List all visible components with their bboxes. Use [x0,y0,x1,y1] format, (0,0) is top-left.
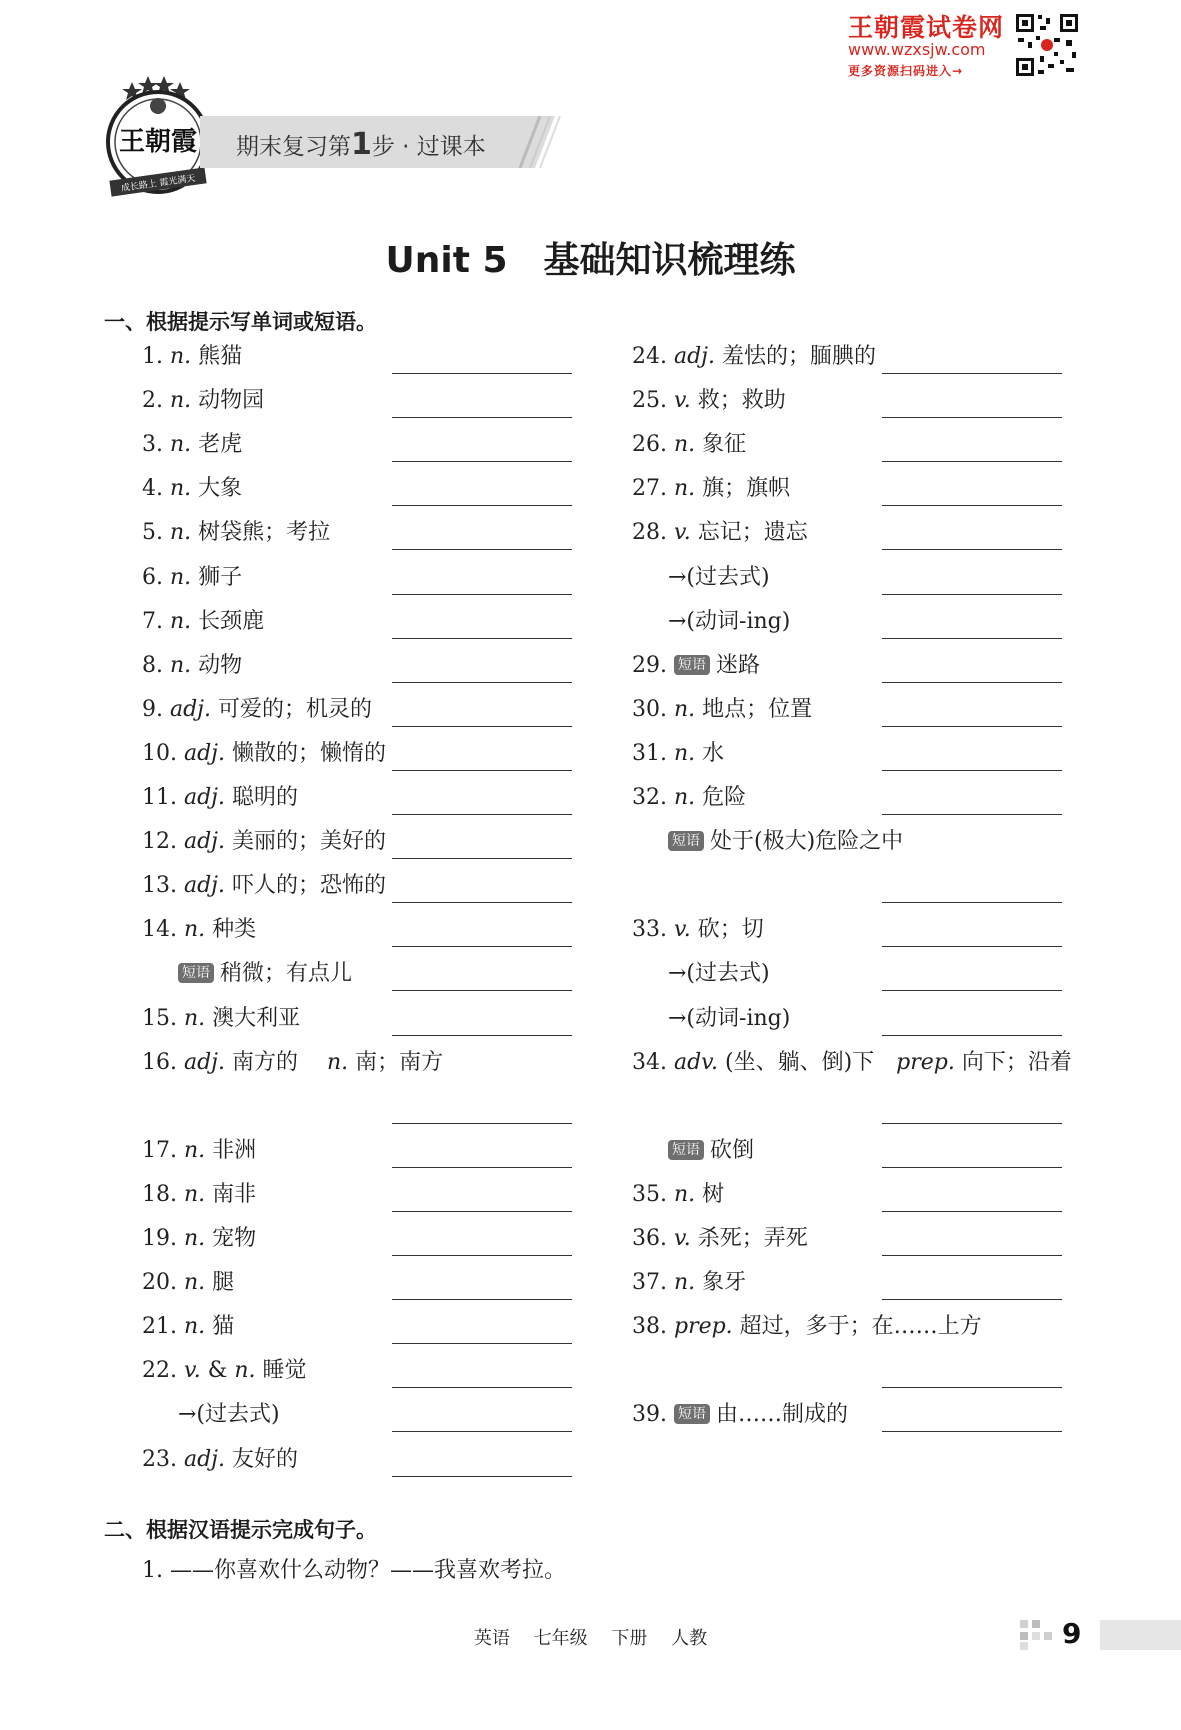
phrase-tag: 短语 [178,963,214,983]
part-of-speech: n. [183,1181,206,1207]
item-meaning: 树 [695,1181,725,1207]
answer-blank[interactable] [392,594,572,595]
item-number: 4. [142,476,170,502]
answer-blank[interactable] [392,1255,572,1256]
item-number: 31. [632,740,674,766]
answer-blank[interactable] [392,1431,572,1432]
banner-step: 1 [351,127,372,162]
item-number: 11. [142,785,184,810]
phrase-tag: 短语 [668,1140,704,1160]
answer-blank[interactable] [392,1167,572,1168]
item-meaning: 旗；旗帜 [695,476,791,502]
part-of-speech: n. [673,696,696,722]
part-of-speech: adj. [183,740,225,766]
item-number: 26. [632,432,674,458]
vocab-item [668,564,770,592]
item-meaning: 忘记；遗忘 [690,520,808,546]
part-of-speech-2: n. [234,1358,256,1384]
item-number: 8. [142,652,170,678]
item-number: 16. [142,1049,184,1075]
answer-blank[interactable] [882,373,1062,374]
item-number: 34. [632,1049,674,1075]
vocab-item [142,1269,234,1297]
vocab-item [142,652,242,680]
item-meaning-2: 向下；沿着 [954,1049,1072,1075]
qr-code-icon[interactable] [1014,12,1080,78]
item-meaning: 象牙 [695,1270,747,1296]
answer-blank[interactable] [882,505,1062,506]
item-number: 14. [142,917,184,943]
answer-blank[interactable] [392,1035,572,1036]
part-of-speech-2: prep. [896,1049,955,1075]
answer-blank[interactable] [882,814,1062,815]
vocab-item [142,1357,307,1385]
item-number: 25. [632,388,674,414]
answer-blank[interactable] [392,1123,572,1124]
vocab-item [142,1005,300,1033]
answer-blank[interactable] [882,1035,1062,1036]
part-of-speech: adj. [183,785,225,810]
vocab-item [668,608,790,636]
item-meaning: 狮子 [191,564,243,590]
item-number: 7. [142,608,170,634]
item-number: 35. [632,1181,674,1207]
answer-blank[interactable] [392,638,572,639]
part-of-speech: n. [183,1005,206,1031]
vocab-item [632,784,746,812]
item-meaning: 动物园 [191,388,265,414]
item-meaning: →(过去式) [668,961,770,987]
item-number: 6. [142,564,170,590]
vocab-item [142,564,242,592]
svg-text:王朝霞: 王朝霞 [118,127,198,157]
vocab-item [178,960,352,988]
part-of-speech: adj. [673,344,715,369]
item-number: 29. [632,652,674,678]
item-meaning: 腿 [205,1270,235,1296]
page-number: 9 [1062,1617,1082,1650]
part-of-speech: v. [673,388,691,414]
item-number: 28. [632,520,674,546]
item-number: 36. [632,1226,674,1251]
answer-blank[interactable] [392,990,572,991]
part-of-speech: n. [169,520,192,546]
item-number: 13. [142,873,184,899]
part-of-speech: n. [183,1314,206,1340]
item-number: 9. [142,696,170,722]
phrase-tag: 短语 [668,831,704,851]
answer-blank[interactable] [882,946,1062,947]
item-meaning: 熊猫 [191,344,243,369]
answer-blank[interactable] [882,726,1062,727]
sentence-item-1: 1. ——你喜欢什么动物？——我喜欢考拉。 [142,1558,566,1583]
item-number: 23. [142,1446,184,1472]
vocab-item [632,519,808,547]
vocab-item [632,431,746,459]
answer-blank[interactable] [392,814,572,815]
answer-blank[interactable] [882,1255,1062,1256]
part-of-speech: n. [673,476,696,502]
item-number: 20. [142,1270,184,1296]
banner-prefix: 期末复习第 [236,134,351,160]
answer-blank[interactable] [882,1299,1062,1300]
item-number: 22. [142,1358,184,1384]
part-of-speech: n. [183,1226,206,1251]
item-meaning: 象征 [695,432,747,458]
item-meaning: 长颈鹿 [191,608,265,634]
item-number: 27. [632,476,674,502]
answer-blank[interactable] [392,858,572,859]
vocab-item [632,1401,848,1429]
part-of-speech: adj. [183,873,225,899]
answer-blank[interactable] [882,549,1062,550]
item-meaning: 可爱的；机灵的 [211,696,372,722]
answer-blank[interactable] [392,1343,572,1344]
item-meaning: 宠物 [205,1226,257,1251]
item-meaning: 处于(极大)危险之中 [710,829,904,855]
item-meaning: 澳大利亚 [205,1005,301,1031]
item-meaning: 由……制成的 [715,1402,848,1428]
vocab-item [142,872,386,900]
part-of-speech: n. [673,740,696,766]
item-meaning: 动物 [191,652,243,678]
vocab-item [142,431,242,459]
item-meaning: →(过去式) [178,1402,280,1428]
part-of-speech: n. [183,1137,206,1163]
item-number: 3. [142,432,170,458]
answer-blank[interactable] [392,417,572,418]
answer-blank[interactable] [392,726,572,727]
vocab-item [668,828,903,856]
vocab-item [142,343,242,371]
answer-blank[interactable] [882,1387,1062,1388]
section-1-heading: 一、根据提示写单词或短语。 [104,310,377,334]
vocab-item [632,696,812,724]
answer-blank[interactable] [392,373,572,374]
answer-blank[interactable] [392,1299,572,1300]
item-meaning-2: 睡觉 [255,1358,307,1384]
answer-blank[interactable] [392,1211,572,1212]
item-meaning: 地点；位置 [695,696,813,722]
item-meaning: 懒散的；懒惰的 [225,740,386,766]
answer-blank[interactable] [882,594,1062,595]
part-of-speech: v. [673,1226,691,1251]
item-meaning: 美丽的；美好的 [225,829,386,855]
part-of-speech: n. [673,1181,696,1207]
answer-blank[interactable] [882,770,1062,771]
item-meaning: 危险 [695,785,747,810]
footer-text: 英语 七年级 下册 人教 [473,1628,708,1649]
vocab-item [632,1225,808,1253]
item-meaning: 非洲 [205,1137,257,1163]
part-of-speech: n. [169,564,192,590]
answer-blank[interactable] [392,946,572,947]
vocab-item [632,343,876,371]
page-number-band [1100,1620,1181,1650]
phrase-tag: 短语 [674,655,710,675]
vocab-item [632,916,764,944]
vocab-item [142,1049,443,1077]
item-meaning-2: 南；南方 [348,1049,444,1075]
banner-title [236,127,486,162]
site-url[interactable]: www.wzxsjw.com [848,40,986,59]
answer-blank[interactable] [882,1167,1062,1168]
item-number: 5. [142,520,170,546]
part-of-speech: n. [183,917,206,943]
item-meaning: 水 [695,740,725,766]
part-of-speech: n. [673,432,696,458]
answer-blank[interactable] [392,505,572,506]
vocab-item [668,1137,754,1165]
svg-text:成长路上 霞光满天: 成长路上 霞光满天 [120,173,197,195]
item-meaning: 砍；切 [690,917,764,943]
item-number: 18. [142,1181,184,1207]
vocab-item [142,1313,234,1341]
item-meaning: 树袋熊；考拉 [191,520,331,546]
part-of-speech: adv. [673,1049,718,1075]
item-meaning: →(动词-ing) [668,608,791,634]
vocab-item [142,696,372,724]
item-number: 37. [632,1270,674,1296]
vocab-item [142,1137,256,1165]
vocab-item [142,740,386,768]
answer-blank[interactable] [392,549,572,550]
answer-blank[interactable] [882,638,1062,639]
item-meaning: 南方的 [225,1049,327,1075]
part-of-speech: v. [673,917,691,943]
answer-blank[interactable] [882,990,1062,991]
answer-blank[interactable] [882,461,1062,462]
item-number: 10. [142,740,184,766]
part-of-speech: adj. [183,1049,225,1075]
answer-blank[interactable] [392,1476,572,1477]
vocab-item [632,1181,724,1209]
phrase-tag: 短语 [674,1404,710,1424]
answer-blank[interactable] [882,1211,1062,1212]
answer-blank[interactable] [882,1123,1062,1124]
part-of-speech-2: n. [327,1049,349,1075]
vocab-item [142,519,330,547]
item-meaning: 救；救助 [690,388,786,414]
answer-blank[interactable] [882,902,1062,903]
part-of-speech: n. [169,652,192,678]
item-number: 38. [632,1314,674,1340]
vocab-item [142,1446,298,1474]
item-meaning: (坐、躺、倒)下 [718,1049,897,1075]
vocab-item [142,387,264,415]
part-of-speech: n. [169,432,192,458]
vocab-item [142,916,256,944]
banner-suffix: 步 · 过课本 [371,134,486,160]
vocab-item [142,1225,256,1253]
item-meaning: 聪明的 [225,785,298,810]
item-meaning: 羞怯的；腼腆的 [715,344,876,369]
item-meaning: 老虎 [191,432,243,458]
part-of-speech: n. [169,608,192,634]
item-number: 24. [632,344,674,369]
item-number: 30. [632,696,674,722]
item-number: 19. [142,1226,184,1251]
item-number: 1. [142,344,170,369]
site-brand: 王朝霞试卷网 [848,13,1005,42]
vocab-item [632,1049,1072,1077]
answer-blank[interactable] [392,1387,572,1388]
vocab-item [142,475,242,503]
item-number: 15. [142,1005,184,1031]
part-of-speech: n. [183,1270,206,1296]
item-number: 12. [142,829,184,855]
item-number: 39. [632,1402,674,1428]
answer-blank[interactable] [882,1431,1062,1432]
part-of-speech: n. [673,785,696,810]
part-of-speech: n. [169,476,192,502]
item-meaning: 南非 [205,1181,257,1207]
answer-blank[interactable] [882,682,1062,683]
part-of-speech: v. [183,1358,201,1384]
item-meaning: →(动词-ing) [668,1005,791,1031]
item-meaning: 种类 [205,917,257,943]
vocab-item [142,1181,256,1209]
vocab-item [632,740,724,768]
vocab-item [142,784,298,812]
corner-decoration [1020,1620,1056,1650]
item-number: 17. [142,1137,184,1163]
item-meaning: & [200,1358,235,1384]
part-of-speech: n. [169,344,192,369]
item-meaning: →(过去式) [668,564,770,590]
page-title: Unit 5 基础知识梳理练 [385,240,796,281]
item-meaning: 友好的 [225,1446,298,1472]
vocab-item [632,652,760,680]
part-of-speech: adj. [183,829,225,855]
vocab-item [142,828,386,856]
answer-blank[interactable] [392,682,572,683]
answer-blank[interactable] [392,770,572,771]
part-of-speech: n. [673,1270,696,1296]
answer-blank[interactable] [882,417,1062,418]
vocab-item [668,960,770,988]
item-number: 32. [632,785,674,810]
vocab-item [178,1401,280,1429]
part-of-speech: v. [673,520,691,546]
item-meaning: 稍微；有点儿 [220,961,353,987]
item-meaning: 大象 [191,476,243,502]
item-meaning: 超过，多于；在……上方 [732,1314,982,1340]
vocab-item [632,475,790,503]
vocab-item [632,1313,982,1341]
item-number: 33. [632,917,674,943]
answer-blank[interactable] [392,461,572,462]
part-of-speech: adj. [169,696,211,722]
item-meaning: 砍倒 [710,1137,755,1163]
vocab-item [668,1005,790,1033]
vocab-item [632,1269,746,1297]
item-number: 2. [142,388,170,414]
item-number: 21. [142,1314,184,1340]
item-meaning: 吓人的；恐怖的 [225,873,386,899]
section-2-heading: 二、根据汉语提示完成句子。 [104,1518,377,1542]
part-of-speech: prep. [673,1314,733,1340]
part-of-speech: adj. [183,1446,225,1472]
item-meaning: 杀死；弄死 [690,1226,808,1251]
scan-hint: 更多资源扫码进入→ [848,64,964,78]
answer-blank[interactable] [392,902,572,903]
part-of-speech: n. [169,388,192,414]
vocab-item [632,387,786,415]
item-meaning: 迷路 [715,652,760,678]
vocab-item [142,608,264,636]
item-meaning: 猫 [205,1314,235,1340]
